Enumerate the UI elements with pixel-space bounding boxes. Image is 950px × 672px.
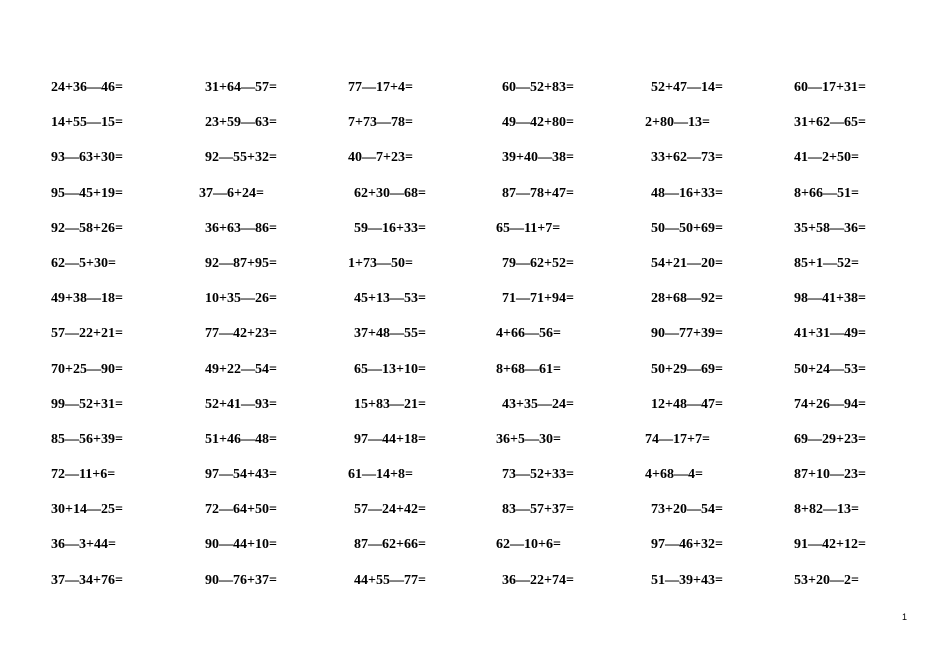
exercise-row bbox=[0, 360, 950, 395]
exercise-item: 65—13+10= bbox=[354, 361, 426, 377]
exercise-item: 49+22—54= bbox=[205, 361, 277, 377]
exercise-item: 49+38—18= bbox=[51, 291, 123, 307]
exercise-item: 31+64—57= bbox=[205, 80, 277, 95]
exercise-item: 57—24+42= bbox=[354, 502, 426, 518]
exercise-item: 43+35—24= bbox=[502, 396, 574, 412]
exercise-item: 87+10—23= bbox=[794, 467, 866, 483]
exercise-item: 92—87+95= bbox=[205, 255, 277, 271]
exercise-item: 52+41—93= bbox=[205, 396, 277, 412]
exercise-item: 92—55+32= bbox=[205, 150, 277, 166]
exercise-item: 85+1—52= bbox=[794, 255, 859, 271]
exercise-item: 44+55—77= bbox=[354, 572, 426, 588]
exercise-item: 8+82—13= bbox=[794, 502, 859, 518]
exercise-item: 8+68—61= bbox=[496, 361, 561, 377]
exercise-row bbox=[0, 571, 950, 606]
exercise-item: 71—71+94= bbox=[502, 291, 574, 307]
exercise-item: 85—56+39= bbox=[51, 431, 123, 447]
exercise-item: 50—50+69= bbox=[651, 220, 723, 236]
exercise-item: 50+29—69= bbox=[651, 361, 723, 377]
exercise-item: 40—7+23= bbox=[348, 150, 413, 166]
exercise-item: 35+58—36= bbox=[794, 220, 866, 236]
exercise-item: 30+14—25= bbox=[51, 502, 123, 518]
exercise-item: 95—45+19= bbox=[51, 185, 123, 201]
exercise-item: 54+21—20= bbox=[651, 255, 723, 271]
exercise-item: 10+35—26= bbox=[205, 291, 277, 307]
exercise-item: 37—6+24= bbox=[199, 185, 264, 201]
exercise-item: 99—52+31= bbox=[51, 396, 123, 412]
exercise-row bbox=[0, 219, 950, 254]
exercise-row bbox=[0, 78, 950, 113]
exercise-item: 73+20—54= bbox=[651, 502, 723, 518]
exercise-item: 97—44+18= bbox=[354, 431, 426, 447]
exercise-item: 36+63—86= bbox=[205, 220, 277, 236]
exercise-item: 49—42+80= bbox=[502, 115, 574, 131]
exercise-item: 45+13—53= bbox=[354, 291, 426, 307]
exercise-item: 4+68—4= bbox=[645, 467, 703, 483]
exercise-item: 39+40—38= bbox=[502, 150, 574, 166]
exercise-item: 48—16+33= bbox=[651, 185, 723, 201]
exercise-item: 87—62+66= bbox=[354, 537, 426, 553]
exercise-item: 60—17+31= bbox=[794, 80, 866, 95]
exercise-item: 14+55—15= bbox=[51, 115, 123, 131]
exercise-item: 4+66—56= bbox=[496, 326, 561, 342]
exercise-row bbox=[0, 430, 950, 465]
exercise-item: 1+73—50= bbox=[348, 255, 413, 271]
exercise-item: 36—22+74= bbox=[502, 572, 574, 588]
exercise-row bbox=[0, 465, 950, 500]
exercise-item: 51—39+43= bbox=[651, 572, 723, 588]
exercise-row bbox=[0, 148, 950, 183]
exercise-item: 65—11+7= bbox=[496, 220, 561, 236]
exercise-item: 12+48—47= bbox=[651, 396, 723, 412]
exercise-item: 73—52+33= bbox=[502, 467, 574, 483]
exercise-item: 97—54+43= bbox=[205, 467, 277, 483]
exercise-item: 98—41+38= bbox=[794, 291, 866, 307]
exercise-item: 50+24—53= bbox=[794, 361, 866, 377]
exercise-item: 62+30—68= bbox=[354, 185, 426, 201]
exercise-item: 72—11+6= bbox=[51, 467, 116, 483]
exercise-row bbox=[0, 184, 950, 219]
exercise-item: 62—10+6= bbox=[496, 537, 561, 553]
exercise-item: 41+31—49= bbox=[794, 326, 866, 342]
exercise-row bbox=[0, 113, 950, 148]
exercise-item: 59—16+33= bbox=[354, 220, 426, 236]
exercise-item: 90—76+37= bbox=[205, 572, 277, 588]
exercise-item: 31+62—65= bbox=[794, 115, 866, 131]
exercise-grid bbox=[0, 78, 950, 606]
exercise-item: 87—78+47= bbox=[502, 185, 574, 201]
exercise-item: 15+83—21= bbox=[354, 396, 426, 412]
exercise-item: 69—29+23= bbox=[794, 431, 866, 447]
exercise-item: 74+26—94= bbox=[794, 396, 866, 412]
exercise-item: 62—5+30= bbox=[51, 255, 116, 271]
page-number: 1 bbox=[901, 612, 907, 622]
exercise-item: 93—63+30= bbox=[51, 150, 123, 166]
exercise-item: 36—3+44= bbox=[51, 537, 116, 553]
exercise-item: 7+73—78= bbox=[348, 115, 413, 131]
exercise-item: 52+47—14= bbox=[651, 80, 723, 95]
exercise-row bbox=[0, 254, 950, 289]
exercise-item: 92—58+26= bbox=[51, 220, 123, 236]
exercise-item: 83—57+37= bbox=[502, 502, 574, 518]
exercise-row bbox=[0, 324, 950, 359]
exercise-item: 36+5—30= bbox=[496, 431, 561, 447]
exercise-row bbox=[0, 500, 950, 535]
exercise-item: 72—64+50= bbox=[205, 502, 277, 518]
exercise-item: 28+68—92= bbox=[651, 291, 723, 307]
exercise-item: 41—2+50= bbox=[794, 150, 859, 166]
exercise-item: 70+25—90= bbox=[51, 361, 123, 377]
exercise-row bbox=[0, 535, 950, 570]
exercise-item: 77—42+23= bbox=[205, 326, 277, 342]
exercise-item: 51+46—48= bbox=[205, 431, 277, 447]
exercise-item: 77—17+4= bbox=[348, 80, 413, 95]
exercise-item: 24+36—46= bbox=[51, 80, 123, 95]
exercise-item: 91—42+12= bbox=[794, 537, 866, 553]
exercise-item: 23+59—63= bbox=[205, 115, 277, 131]
exercise-item: 74—17+7= bbox=[645, 431, 710, 447]
exercise-item: 60—52+83= bbox=[502, 80, 574, 95]
exercise-item: 37+48—55= bbox=[354, 326, 426, 342]
exercise-item: 97—46+32= bbox=[651, 537, 723, 553]
exercise-item: 61—14+8= bbox=[348, 467, 413, 483]
exercise-item: 90—77+39= bbox=[651, 326, 723, 342]
exercise-item: 33+62—73= bbox=[651, 150, 723, 166]
exercise-item: 2+80—13= bbox=[645, 115, 710, 131]
exercise-item: 8+66—51= bbox=[794, 185, 859, 201]
exercise-row bbox=[0, 289, 950, 324]
exercise-item: 79—62+52= bbox=[502, 255, 574, 271]
exercise-item: 90—44+10= bbox=[205, 537, 277, 553]
exercise-row bbox=[0, 395, 950, 430]
exercise-item: 57—22+21= bbox=[51, 326, 123, 342]
exercise-item: 37—34+76= bbox=[51, 572, 123, 588]
exercise-item: 53+20—2= bbox=[794, 572, 859, 588]
